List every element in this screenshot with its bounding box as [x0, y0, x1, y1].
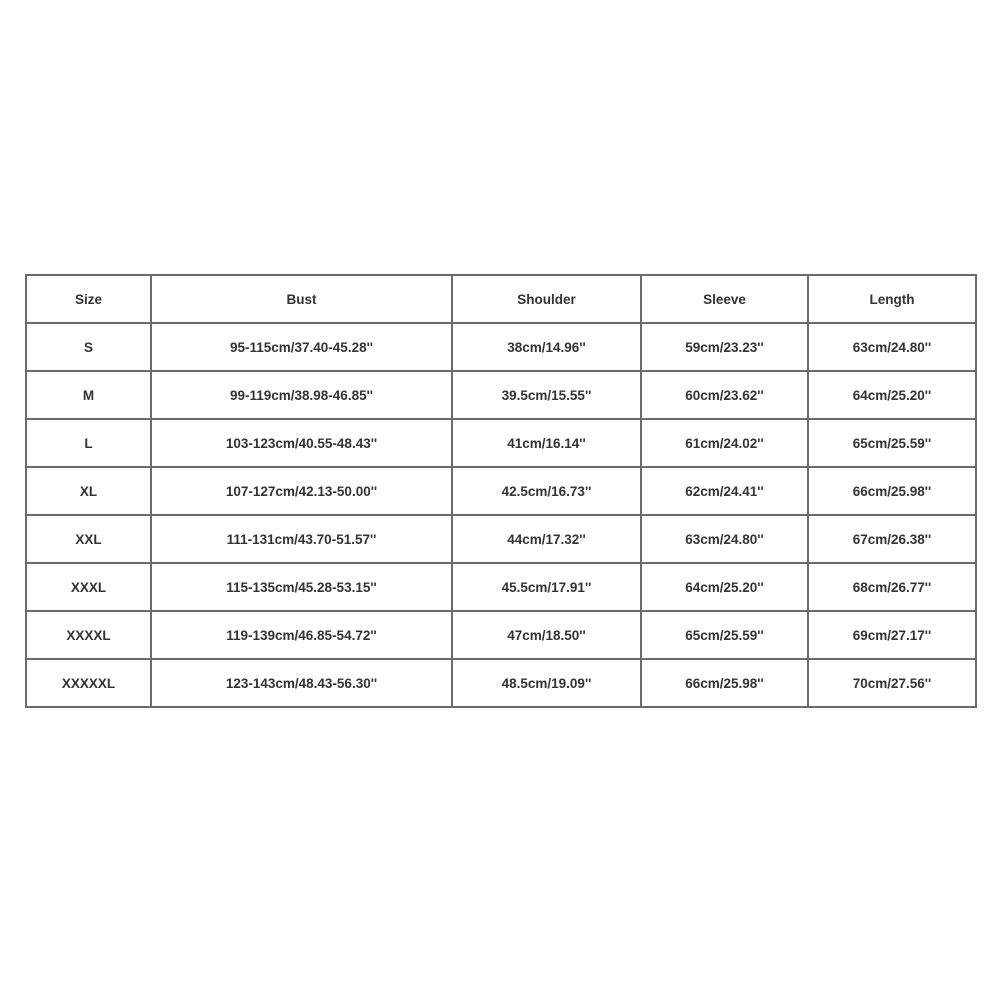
cell-bust: 99-119cm/38.98-46.85''	[151, 371, 452, 419]
cell-shoulder: 47cm/18.50''	[452, 611, 641, 659]
table-row	[26, 323, 976, 371]
cell-size: S	[26, 323, 151, 371]
cell-size: L	[26, 419, 151, 467]
cell-sleeve: 64cm/25.20''	[641, 563, 808, 611]
cell-sleeve: 59cm/23.23''	[641, 323, 808, 371]
table-row	[26, 563, 976, 611]
cell-length: 66cm/25.98''	[808, 467, 976, 515]
cell-shoulder: 39.5cm/15.55''	[452, 371, 641, 419]
header-length: Length	[808, 275, 976, 323]
cell-bust: 103-123cm/40.55-48.43''	[151, 419, 452, 467]
cell-shoulder: 42.5cm/16.73''	[452, 467, 641, 515]
cell-sleeve: 65cm/25.59''	[641, 611, 808, 659]
cell-shoulder: 45.5cm/17.91''	[452, 563, 641, 611]
size-chart-table	[25, 274, 977, 708]
header-size: Size	[26, 275, 151, 323]
cell-bust: 119-139cm/46.85-54.72''	[151, 611, 452, 659]
cell-length: 67cm/26.38''	[808, 515, 976, 563]
cell-shoulder: 48.5cm/19.09''	[452, 659, 641, 707]
cell-sleeve: 62cm/24.41''	[641, 467, 808, 515]
table-row	[26, 467, 976, 515]
cell-length: 68cm/26.77''	[808, 563, 976, 611]
table-row	[26, 419, 976, 467]
cell-size: XXL	[26, 515, 151, 563]
table-row	[26, 515, 976, 563]
cell-sleeve: 66cm/25.98''	[641, 659, 808, 707]
cell-length: 65cm/25.59''	[808, 419, 976, 467]
cell-bust: 111-131cm/43.70-51.57''	[151, 515, 452, 563]
cell-length: 64cm/25.20''	[808, 371, 976, 419]
header-row	[26, 275, 976, 323]
header-sleeve: Sleeve	[641, 275, 808, 323]
cell-shoulder: 41cm/16.14''	[452, 419, 641, 467]
cell-length: 63cm/24.80''	[808, 323, 976, 371]
header-bust: Bust	[151, 275, 452, 323]
cell-sleeve: 61cm/24.02''	[641, 419, 808, 467]
header-shoulder: Shoulder	[452, 275, 641, 323]
table-row	[26, 371, 976, 419]
cell-size: M	[26, 371, 151, 419]
cell-sleeve: 60cm/23.62''	[641, 371, 808, 419]
cell-bust: 123-143cm/48.43-56.30''	[151, 659, 452, 707]
cell-size: XL	[26, 467, 151, 515]
cell-bust: 107-127cm/42.13-50.00''	[151, 467, 452, 515]
cell-size: XXXXXL	[26, 659, 151, 707]
cell-shoulder: 44cm/17.32''	[452, 515, 641, 563]
cell-size: XXXL	[26, 563, 151, 611]
cell-size: XXXXL	[26, 611, 151, 659]
cell-length: 70cm/27.56''	[808, 659, 976, 707]
table-row	[26, 659, 976, 707]
cell-bust: 115-135cm/45.28-53.15''	[151, 563, 452, 611]
cell-length: 69cm/27.17''	[808, 611, 976, 659]
cell-shoulder: 38cm/14.96''	[452, 323, 641, 371]
table-row	[26, 611, 976, 659]
cell-sleeve: 63cm/24.80''	[641, 515, 808, 563]
cell-bust: 95-115cm/37.40-45.28''	[151, 323, 452, 371]
